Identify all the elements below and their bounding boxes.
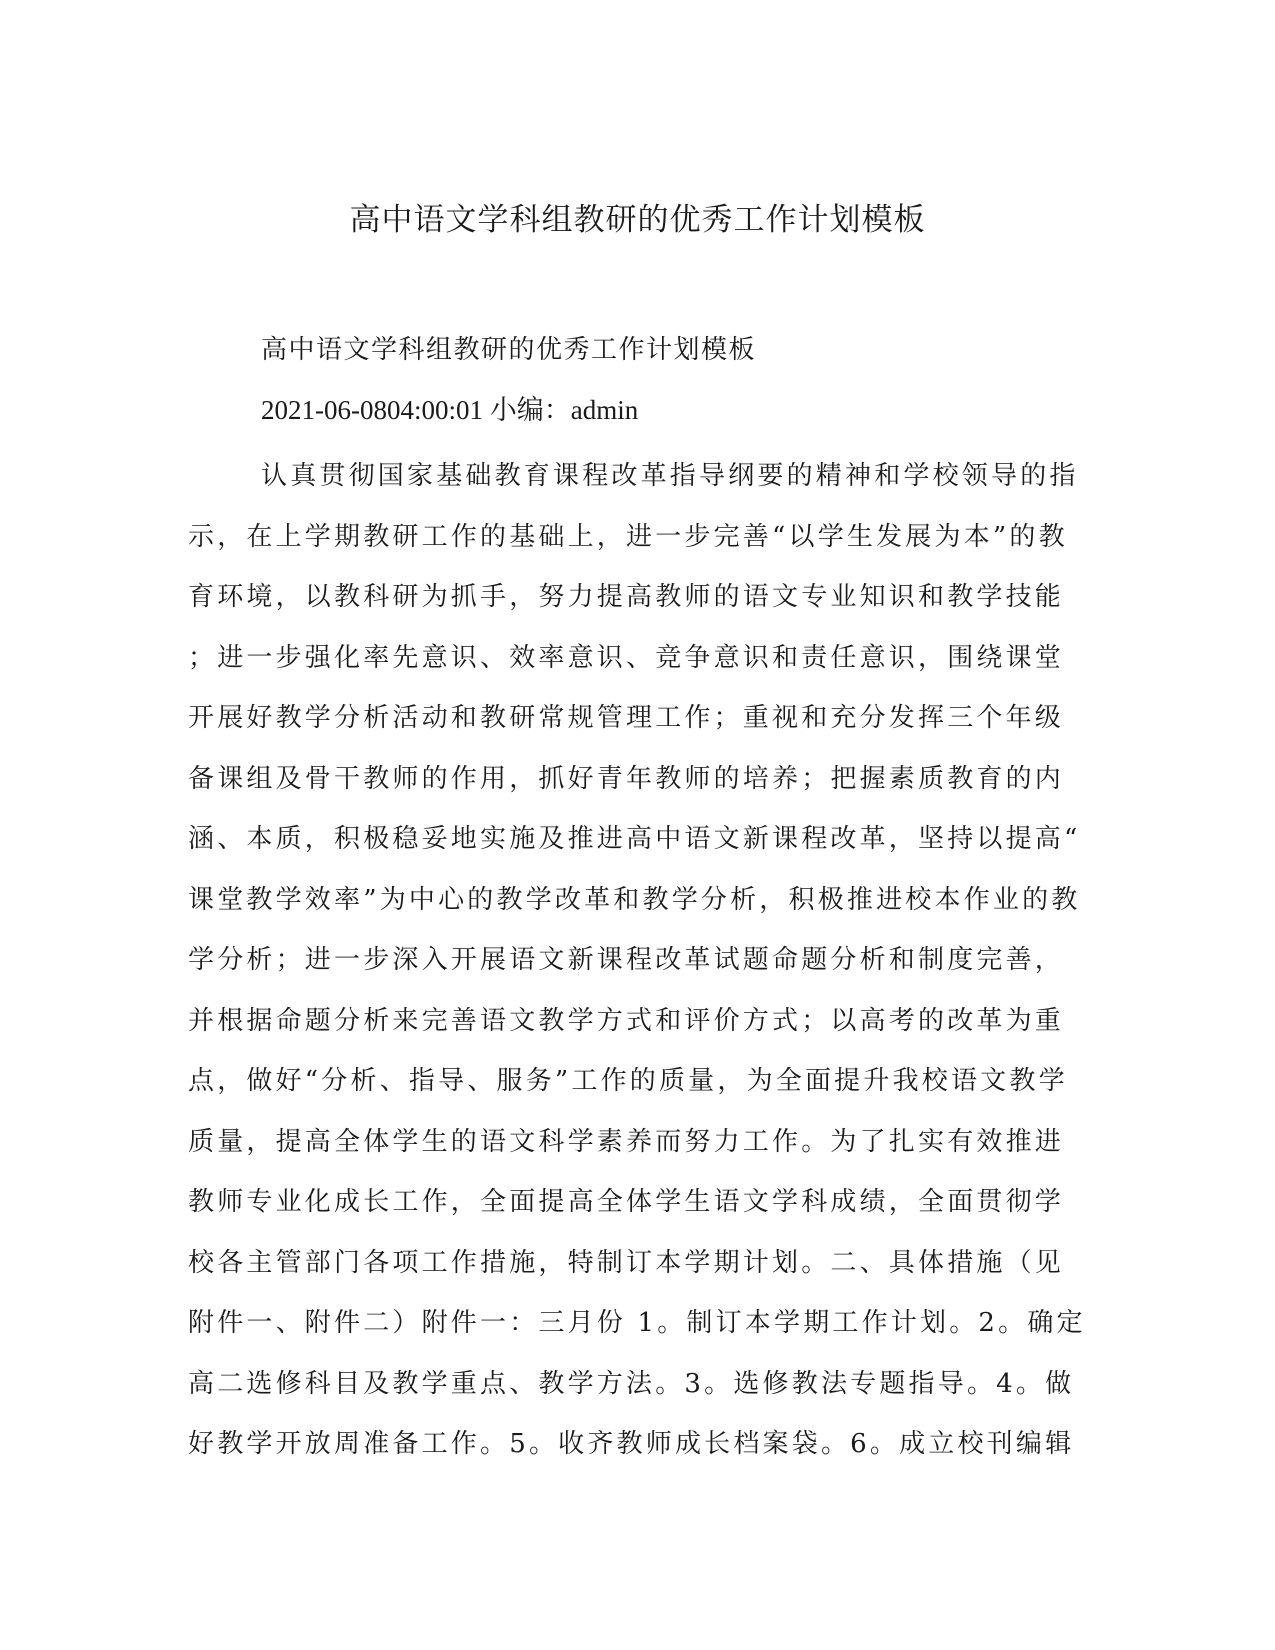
body-line: 并根据命题分析来完善语文教学方式和评价方式；以高考的改革为重 (188, 1005, 1065, 1036)
body-line: 课堂教学效率”为中心的教学改革和教学分析，积极推进校本作业的教 (188, 884, 1081, 915)
body-line: 涵、本质，积极稳妥地实施及推进高中语文新课程改革，坚持以提高“ (188, 824, 1081, 854)
body-line: 高二选修科目及教学重点、教学方法。3。选修教法专题指导。4。做 (188, 1368, 1075, 1399)
body-line: 点，做好“分析、指导、服务”工作的质量，为全面提升我校语文教学 (188, 1066, 1068, 1096)
publish-meta: 2021-06-0804:00:01 小编：admin (261, 395, 639, 425)
body-line: 质量，提高全体学生的语文科学素养而努力工作。为了扎实有效推进 (188, 1126, 1065, 1157)
body-paragraph (188, 446, 1086, 1475)
body-line: 教师专业化成长工作，全面提高全体学生语文学科成绩，全面贯彻学 (188, 1187, 1065, 1217)
body-line: 附件一、附件二）附件一：三月份 1。制订本学期工作计划。2。确定 (188, 1308, 1086, 1338)
body-line: 开展好教学分析活动和教研常规管理工作；重视和充分发挥三个年级 (188, 703, 1065, 733)
body-line: 学分析；进一步深入开展语文新课程改革试题命题分析和制度完善， (188, 945, 1065, 975)
body-line: 好教学开放周准备工作。5。收齐教师成长档案袋。6。成立校刊编辑 (188, 1429, 1075, 1459)
body-line: 备课组及骨干教师的作用，抓好青年教师的培养；把握素质教育的内 (188, 763, 1065, 794)
body-line: 育环境，以教科研为抓手，努力提高教师的语文专业知识和教学技能 (188, 582, 1065, 612)
body-line: 示，在上学期教研工作的基础上，进一步完善“以学生发展为本”的教 (188, 521, 1068, 552)
body-line: 认真贯彻国家基础教育课程改革指导纲要的精神和学校领导的指 (261, 461, 1079, 491)
body-line: ；进一步强化率先意识、效率意识、竞争意识和责任意识，围绕课堂 (188, 642, 1065, 673)
body-line: 校各主管部门各项工作措施，特制订本学期计划。二、具体措施（见 (188, 1247, 1065, 1278)
document-title: 高中语文学科组教研的优秀工作计划模板 (349, 202, 926, 238)
document-subtitle: 高中语文学科组教研的优秀工作计划模板 (261, 335, 757, 365)
